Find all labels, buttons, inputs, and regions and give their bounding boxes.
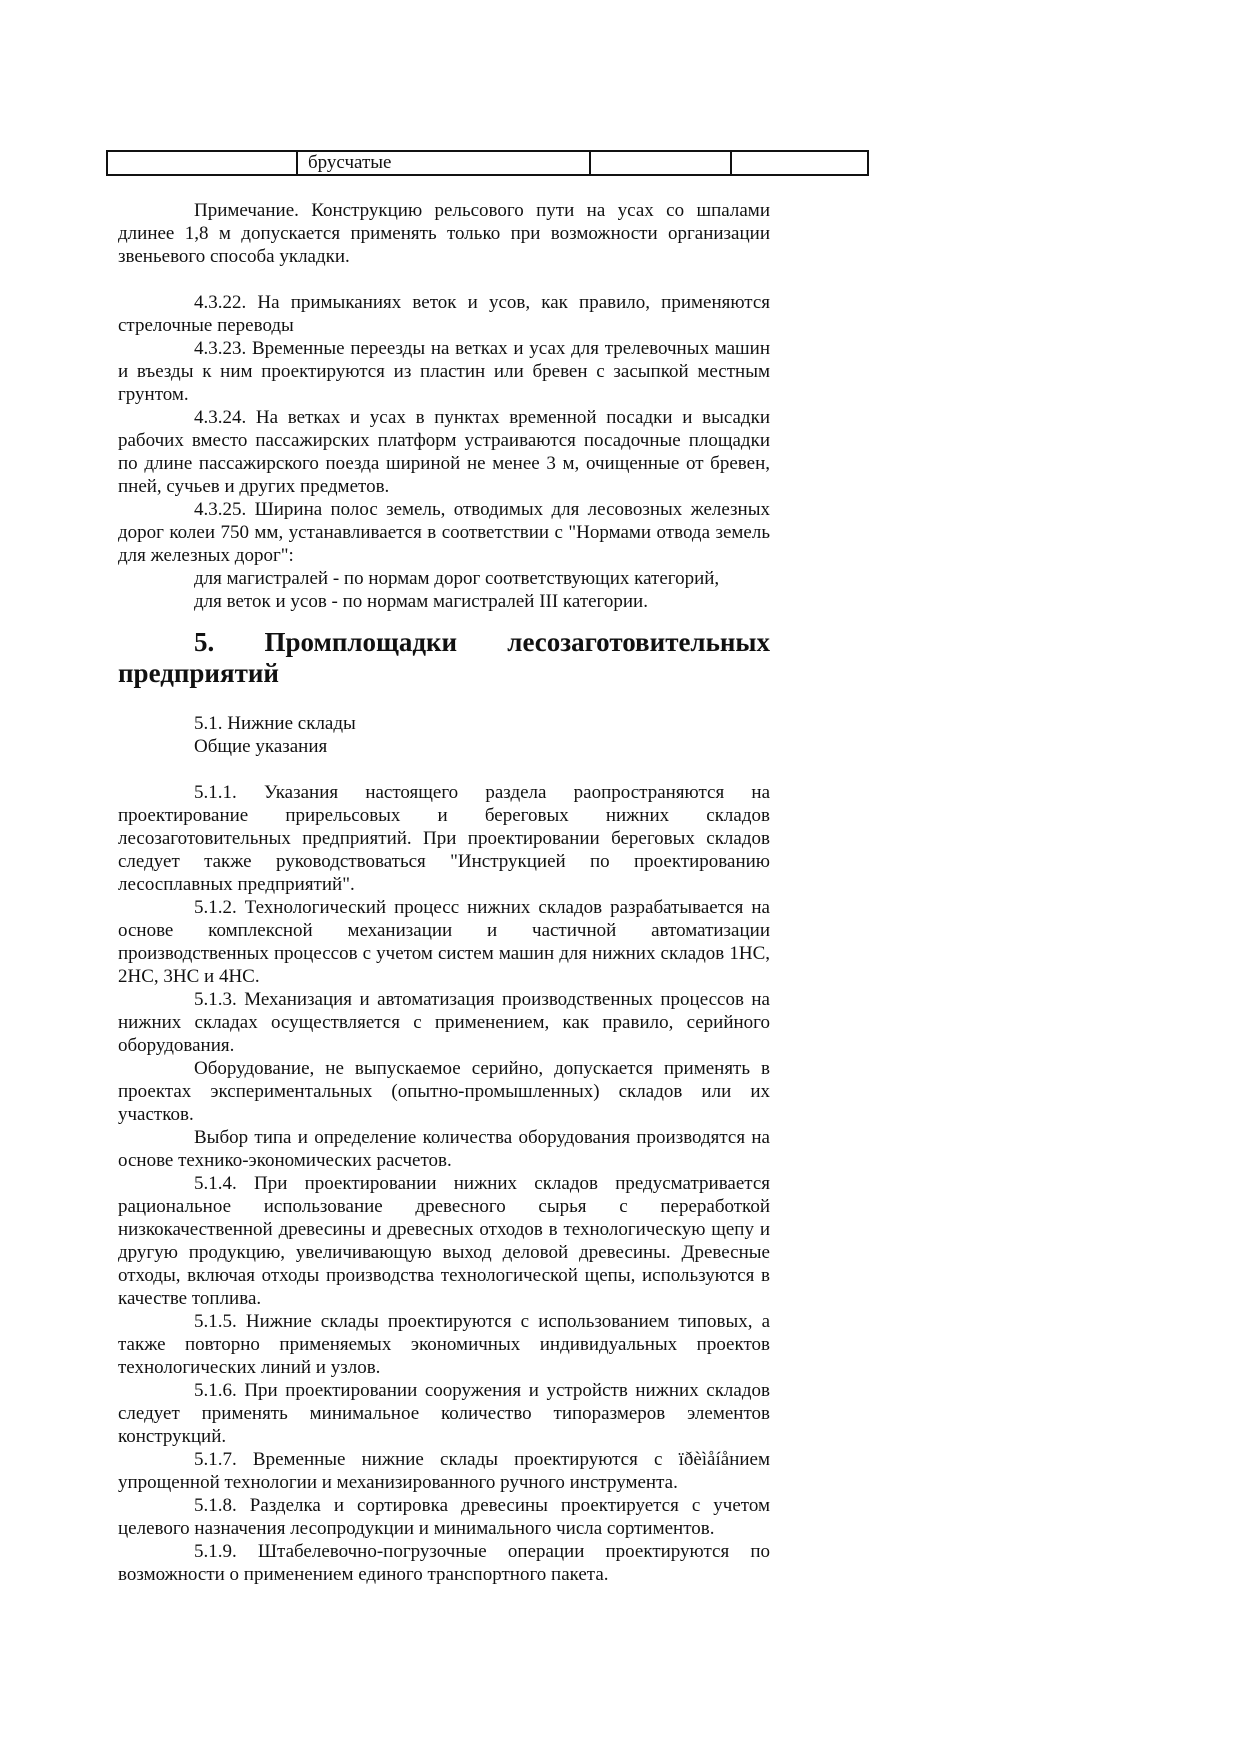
paragraph-5-1-1: 5.1.1. Указания настоящего раздела раопространяются на проектирование прирельсовых и береговых нижних складов лесозаготовительных предприятий. При проектировании береговых складов следует также руководствоваться "Инструкцией по проектированию лесосплавных предприятий". bbox=[118, 782, 770, 895]
table-row bbox=[107, 151, 868, 175]
paragraph-equipment: Оборудование, не выпускаемое серийно, допускается применять в проектах экспериментальных (опытно-промышленных) складов или их участков. bbox=[118, 1058, 770, 1125]
spacer bbox=[118, 758, 770, 781]
paragraph-5-1-2: 5.1.2. Технологический процесс нижних складов разрабатывается на основе комплексной механизации и частичной автоматизации производственных процессов с учетом систем машин для нижних складов 1НС, 2НС, 3НС и 4НС. bbox=[118, 897, 770, 987]
table-cell bbox=[107, 151, 297, 175]
list-item: для магистралей - по нормам дорог соответствующих категорий, bbox=[194, 568, 720, 589]
paragraph-choice: Выбор типа и определение количества оборудования производятся на основе технико-экономических расчетов. bbox=[118, 1127, 770, 1171]
list-item: для веток и усов - по нормам магистралей III категории. bbox=[194, 591, 648, 612]
paragraph-5-1-9: 5.1.9. Штабелевочно-погрузочные операции проектируются по возможности о применением единого транспортного пакета. bbox=[118, 1541, 770, 1585]
paragraph-4-3-24: 4.3.24. На ветках и усах в пунктах временной посадки и высадки рабочих вместо пассажирских платформ устраиваются посадочные площадки по длине пассажирского поезда шириной не менее 3 м, очищенные от бревен, пней, сучьев и других предметов. bbox=[118, 407, 770, 497]
table-cell bbox=[731, 151, 868, 175]
paragraph-4-3-25: 4.3.25. Ширина полос земель, отводимых для лесовозных железных дорог колеи 750 мм, устанавливается в соответствии с "Нормами отвода земель для железных дорог": bbox=[118, 499, 770, 566]
note-paragraph: Примечание. Конструкцию рельсового пути на усах со шпалами длинее 1,8 м допускается применять только при возможности организации звеньевого способа укладки. bbox=[118, 200, 770, 267]
spacer bbox=[118, 268, 770, 291]
paragraph-4-3-23: 4.3.23. Временные переезды на ветках и усах для трелевочных машин и въезды к ним проектируются из пластин или бревен с засыпкой местным грунтом. bbox=[118, 338, 770, 405]
subsection-subtitle: Общие указания bbox=[194, 736, 328, 757]
spacer bbox=[118, 689, 770, 712]
table-cell bbox=[590, 151, 731, 175]
paragraph-5-1-4: 5.1.4. При проектировании нижних складов предусматривается рациональное использование древесного сырья с переработкой низкокачественной древесины и древесных отходов в технологическую щепу и другую продукцию, увеличивающую выход деловой древесины. Древесные отходы, включая отходы производства технологической щепы, используются в качестве топлива. bbox=[118, 1173, 770, 1309]
subsection-title: 5.1. Нижние склады bbox=[194, 713, 356, 734]
paragraph-5-1-7: 5.1.7. Временные нижние склады проектируются с ïðèìåíåнием упрощенной технологии и механизированного ручного инструмента. bbox=[118, 1449, 770, 1493]
table-cell: брусчатые bbox=[297, 151, 590, 175]
paragraph-4-3-22: 4.3.22. На примыканиях веток и усов, как правило, применяются стрелочные переводы bbox=[118, 292, 770, 336]
paragraph-5-1-3: 5.1.3. Механизация и автоматизация производственных процессов на нижних складах осуществляется с применением, как правило, серийного оборудования. bbox=[118, 989, 770, 1056]
paragraph-5-1-8: 5.1.8. Разделка и сортировка древесины проектируется с учетом целевого назначения лесопродукции и минимального числа сортиментов. bbox=[118, 1495, 770, 1539]
document-body bbox=[118, 199, 770, 1586]
paragraph-5-1-5: 5.1.5. Нижние склады проектируются с использованием типовых, а также повторно применяемых экономичных индивидуальных проектов технологических линий и узлов. bbox=[118, 1311, 770, 1378]
table-fragment bbox=[106, 150, 869, 176]
paragraph-5-1-6: 5.1.6. При проектировании сооружения и устройств нижних складов следует применять минимальное количество типоразмеров элементов конструкций. bbox=[118, 1380, 770, 1447]
section-heading: 5. Промплощадки лесозаготовительных предприятий bbox=[118, 627, 770, 688]
